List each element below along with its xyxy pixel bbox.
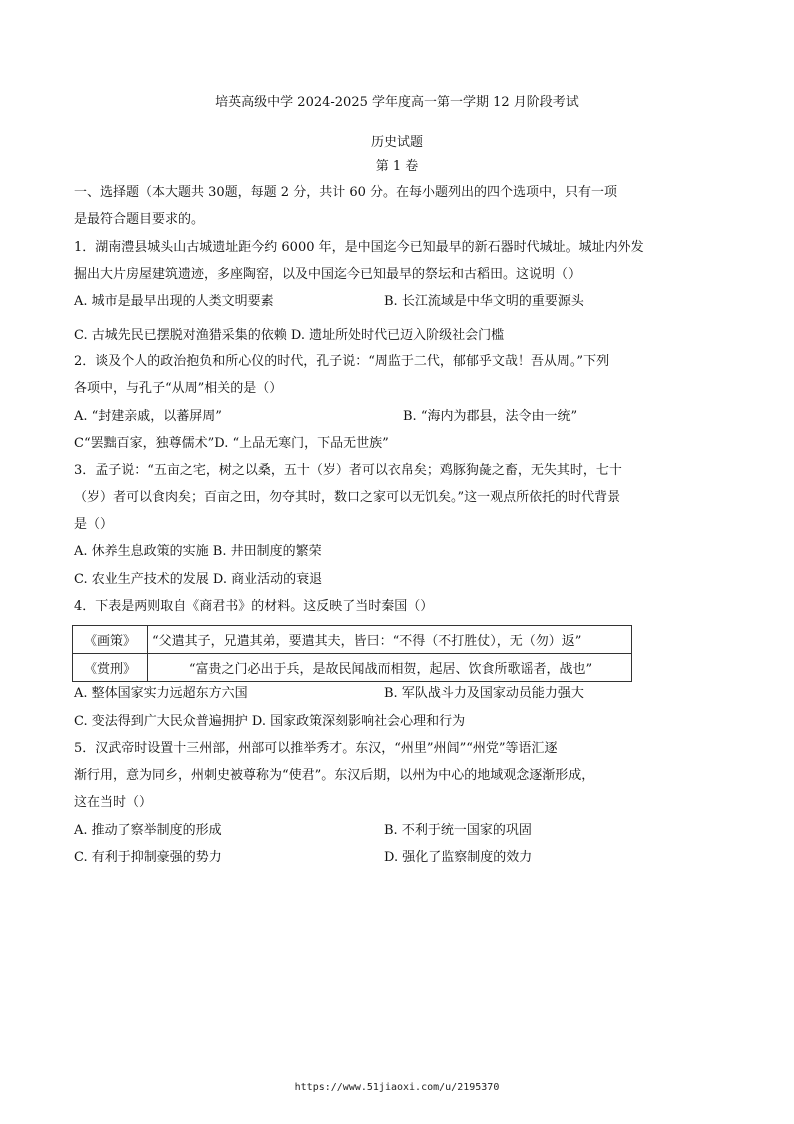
- q2-option-a: A. “封建亲戚，以蕃屏周”: [74, 409, 222, 424]
- instructions-line-2: 是最符合题目要求的。: [74, 212, 205, 227]
- table-cell-source: 《画策》: [73, 626, 148, 654]
- table-cell-text: “富贵之门必出于兵，是故民闻战而相贺，起居、饮食所歌谣者，战也”: [148, 654, 632, 682]
- q5-option-d: D. 强化了监察制度的效力: [384, 850, 533, 865]
- q2-stem-line-1: 2．谈及个人的政治抱负和所心仪的时代，孔子说：“周监于二代，郁郁乎文哉！吾从周。”下列: [74, 354, 610, 369]
- q4-material-table: [72, 625, 632, 682]
- q5-stem-line-2: 渐行用，意为同乡，州刺史被尊称为“使君”。东汉后期，以州为中心的地域观念逐渐形成，: [74, 768, 595, 783]
- q5-stem-line-3: 这在当时（）: [74, 795, 153, 810]
- q4-stem: 4．下表是两则取自《商君书》的材料。这反映了当时秦国（）: [74, 599, 434, 614]
- table-cell-text: “父遣其子，兄遣其弟，要遣其夫，皆曰：“不得（不打胜仗），无（勿）返”: [148, 626, 632, 654]
- q3-option-ab: A. 休养生息政策的实施 B. 井田制度的繁荣: [74, 544, 322, 559]
- q3-stem-line-3: 是（）: [74, 517, 114, 532]
- q4-option-a: A. 整体国家实力远超东方六国: [74, 686, 248, 701]
- q2-option-cd: C“罢黜百家，独尊儒术”D. “上品无寒门，下品无世族”: [74, 436, 389, 451]
- q1-option-cd: C. 古城先民已摆脱对渔猎采集的依赖 D. 遗址所处时代已迈入阶级社会门槛: [74, 328, 505, 343]
- q3-option-cd: C. 农业生产技术的发展 D. 商业活动的衰退: [74, 572, 323, 587]
- table-cell-source: 《赏刑》: [73, 654, 148, 682]
- footer-url-text: https://www.51jiaoxi.com/u/2195370: [294, 1082, 500, 1093]
- instructions-line-1: 一、选择题（本大题共 30题，每题 2 分，共计 60 分。在每小题列出的四个选项中，只有一项: [74, 185, 618, 200]
- q3-stem-line-2: （岁）者可以食肉矣；百亩之田，勿夺其时，数口之家可以无饥矣。”这一观点所依托的时代背景: [74, 490, 621, 505]
- subject-title: 历史试题: [370, 135, 423, 150]
- q1-option-b: B. 长江流域是中华文明的重要源头: [384, 294, 584, 309]
- q1-stem-line-2: 掘出大片房屋建筑遗迹，多座陶窑，以及中国迄今已知最早的祭坛和古稻田。这说明（）: [74, 267, 582, 282]
- table-row: [73, 626, 632, 654]
- q2-stem-line-2: 各项中，与孔子“从周”相关的是（）: [74, 381, 283, 396]
- q4-option-b: B. 军队战斗力及国家动员能力强大: [384, 686, 584, 701]
- q5-option-c: C. 有利于抑制豪强的势力: [74, 850, 222, 865]
- q3-stem-line-1: 3．孟子说：“五亩之宅，树之以桑，五十（岁）者可以衣帛矣；鸡豚狗彘之畜，无失其时，七十: [74, 463, 622, 478]
- exam-title: 培英高级中学 2024-2025 学年度高一第一学期 12 月阶段考试: [215, 95, 579, 110]
- table-row: [73, 654, 632, 682]
- q1-option-a: A. 城市是最早出现的人类文明要素: [74, 294, 274, 309]
- footer-watermark: [0, 1082, 794, 1093]
- q1-stem-line-1: 1．湖南澧县城头山古城遗址距今约 6000 年，是中国迄今已知最早的新石器时代城址。城址内外发: [74, 240, 644, 255]
- q2-option-b: B. “海内为郡县，法令由一统”: [403, 409, 578, 424]
- q4-option-cd: C. 变法得到广大民众普遍拥护 D. 国家政策深刻影响社会心理和行为: [74, 714, 466, 729]
- volume-label: 第 1 卷: [375, 159, 419, 174]
- q5-stem-line-1: 5．汉武帝时设置十三州部，州部可以推举秀才。东汉，“州里”州闾”“州党”等语汇逐: [74, 741, 558, 756]
- q5-option-a: A. 推动了察举制度的形成: [74, 823, 222, 838]
- q5-option-b: B. 不利于统一国家的巩固: [384, 823, 532, 838]
